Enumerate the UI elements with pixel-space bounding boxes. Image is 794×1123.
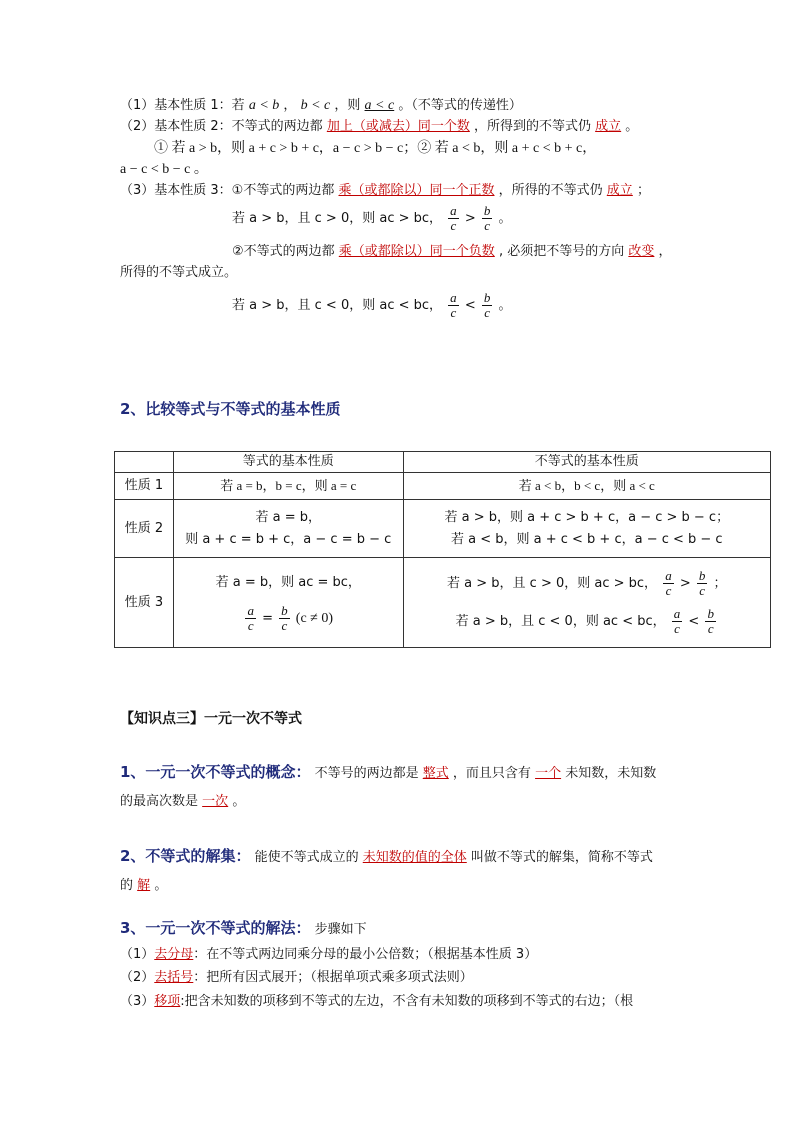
property-3-line: （3）基本性质 3：①不等式的两边都 乘（或都除以）同一个正数 ，所得的不等式仍 成立 ； (120, 183, 650, 198)
fraction-b-over-c: $\frac{b}{c}$ (483, 290, 491, 320)
fraction-a-over-c: $\frac{a}{c}$ (450, 290, 457, 320)
table-header-blank (115, 452, 174, 473)
solution-set-line: 2、不等式的解集： 能使不等式成立的 未知数的值的全体 叫做不等式的解集，简称不等式 (120, 847, 653, 865)
method-line: 3、一元一次不等式的解法： 步骤如下 (120, 919, 367, 937)
property-3-negative-example: 若 a > b，且 c < 0，则 ac < bc， $\frac{a}{c}$ < $\frac{b}{c}$ 。 (232, 290, 512, 320)
table-row: 性质 1 若 a = b，b = c，则 a = c 若 a < b，b < c，则 a < c (115, 473, 771, 500)
table-header-equality: 等式的基本性质 (173, 452, 403, 473)
property-1-line: （1）基本性质 1：若 a < b ， b < c ，则 a < c 。（不等式的传递性） (120, 98, 522, 113)
table-header-inequality: 不等式的基本性质 (403, 452, 770, 473)
step-1: （1）去分母：在不等式两边同乘分母的最小公倍数；（根据基本性质 3） (120, 947, 538, 962)
fraction-b-over-c: $\frac{b}{c}$ (483, 203, 491, 233)
table-header-row (115, 452, 771, 473)
solution-set-line-2: 的 解 。 (120, 878, 168, 893)
property-3-positive-example: 若 a > b，且 c > 0，则 ac > bc， $\frac{a}{c}$ > $\frac{b}{c}$ 。 (232, 203, 512, 233)
property-2-line: （2）基本性质 2：不等式的两边都 加上（或减去）同一个数 ，所得到的不等式仍 成立 。 (120, 119, 639, 134)
concept-line: 1、一元一次不等式的概念： 不等号的两边都是 整式 ，而且只含有 一个 未知数，未知数 (120, 763, 657, 781)
property-2-example-1: ① 若 a > b，则 a + c > b + c，a − c > b − c；② 若 a < b，则 a + c < b + c， (154, 141, 597, 156)
comparison-table (114, 451, 771, 648)
transitive-result: a < c (364, 98, 395, 113)
step-2: （2）去括号：把所有因式展开；（根据单项式乘多项式法则） (120, 970, 473, 985)
table-row: 性质 2 若 a = b， 则 a + c = b + c，a − c = b − c 若 a > b，则 a + c > b + c，a − c > b − c； 若 a < b，则 a + c < b + c，a − c < b − c (115, 500, 771, 558)
step-3: （3）移项:把含未知数的项移到不等式的左边，不含有未知数的项移到不等式的右边；（根 (120, 994, 634, 1009)
property-3-negative-line: ②不等式的两边都 乘（或都除以）同一个负数 , 必须把不等号的方向 改变 ， (232, 244, 672, 259)
concept-line-2: 的最高次数是 一次 。 (120, 794, 246, 809)
section-2-heading: 2、比较等式与不等式的基本性质 (120, 400, 341, 418)
section-3-heading: 【知识点三】一元一次不等式 (120, 711, 302, 727)
property-2-example-2: a − c < b − c 。 (120, 162, 208, 177)
property-3-negative-line-2: 所得的不等式成立。 (120, 265, 238, 280)
fraction-equality: $\frac{a}{c}$ = $\frac{b}{c}$ (c ≠ 0) (247, 603, 334, 633)
table-row: 性质 3 若 a = b，则 ac = bc， $\frac{a}{c}$ = $\frac{b}{c}$ (c ≠ 0) 若 a > b，且 c > 0，则 ac > bc， $\frac{a}{c}$ > $\frac{b}{c}$ ； 若 a > b，且 c < 0，则 ac < bc， $\frac{a}{c}$ < $\frac{b}{c}$ (115, 558, 771, 648)
fraction-a-over-c: $\frac{a}{c}$ (450, 203, 457, 233)
